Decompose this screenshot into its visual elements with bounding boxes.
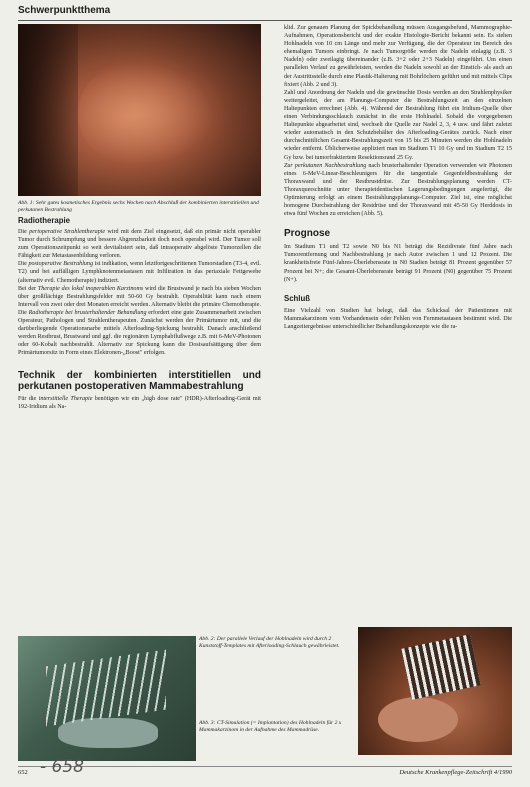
figure-3-caption: Abb. 3: CT-Simulation (= Implantation) des Hohlnadeln für 2 x Mammakarzinom in der Aufnahme des Mammadrüse. xyxy=(199,720,342,733)
page-number: 652 xyxy=(18,769,28,776)
header-bar xyxy=(18,6,512,21)
paragraph: Zahl und Anordnung der Nadeln und die gewünschte Dosis werden an den Strahlenphysiker weitergeleitet, der am Planungs-Computer die Bestrahlungszeit an den einzelnen Haltepunkten errechnet (Abb. 4). Während der Bestrahlung führt ein Iridium-Quelle über einen Verbindungsschlauch zunächst in die erste Hohlnadel. Sobald die vorgegebenen Haltepunkte abgearbeitet sind, wechselt die Quelle zur Nadel 2, 3, 4 usw. und fährt zuletzt wieder automatisch in den Schutzbehälter des Afterloading-Gerätes zurück. Nach einer durchschnittlichen Gesamt-Bestrahlungszeit von 15 bis 25 Minuten werden die Hohlnadeln wieder entfernt. Üblicherweise appliziert man im Stadium T1 10 Gy und im Stadium T2 15 Gy bzw. bei tumorfraktiertem Resektionsrand 25 Gy. xyxy=(284,89,512,161)
figure-1-photo xyxy=(18,24,261,196)
footer-rule xyxy=(18,766,512,767)
figure-1-caption: Abb. 1: Sehr gutes kosmetisches Ergebnis sechs Wochen nach Abschluß der kombinierten interstitiellen und perkutanen Bestrahlung xyxy=(18,200,259,213)
paragraph: Die postoperative Bestrahlung ist indikation, wenn letztfortgeschrittenen Tumorstadien (T3-4, evtl. T2) und bei auffälligen Lymphknotenmetastasen mit Infiltration in das periaxiale Fettgewebe (alternativ evtl. Chemotherapie) indiziert. xyxy=(18,261,261,284)
heading-prognose: Prognose xyxy=(284,228,331,240)
paragraph: Die Radiotherapie bei brusterhaltender Behandlung erfordert eine gute Zusammenarbeit zwischen Operateur, Pathologen und Strahlentherapeuten. Zunächst werden der Primärtumor mit, und die darüberliegende Operationsnarbe mittels Afterloading-Spickung bestrahlt. Danach anschließend werden Restbrust, Brustwand und ggf. die regionären Lymphabflußwege z.B. mit 6-MeV-Photonen oder 60-Kobalt nachbestrahlt. Alternativ zur Spickung kann die Dosisaufsättigung über dem Primärtumorsitz in Form eines Elektronen-„Boost" erfolgen. xyxy=(18,309,261,357)
paragraph: klid. Zur genauen Planung der Spickbehandlung müssen Ausgangsbefund, Mammographie-Aufnahmen, Operationsbericht und der exakte Histologie-Bericht bekannt sein. Es stehen Hohlnadeln von 10 cm Länge und mehr zur Verfügung, die der Operateur im Bereich des ehemaligen Tumors einbringt. Je nach Tumorgröße werden die Nadeln einlagig (z.B. 3 Nadeln) oder zweilagig übereinander (z.B. 3+2 oder 2+3 Nadeln) eingeführt. Um einen parallelen Verlauf zu gewährleisten, werden die Nadeln sowohl an der Einstich- als auch an der Austrittsstelle durch eine Plastik-Halterung mit Bohrlöchern geführt und mit mittels Clips fixiert (Abb. 2 und 3). xyxy=(284,25,512,88)
handwritten-note: - 658 xyxy=(40,757,84,777)
right-column xyxy=(284,24,512,331)
section-title: Schwerpunktthema xyxy=(18,5,111,16)
paragraph: Für die interstitielle Therapie benötigen wir ein „high dose rate" (HDR)-Afterloading-Gerät mit 192-Iridium als Na- xyxy=(18,395,261,410)
paragraph: Die perioperative Strahlentherapie wird mit dem Ziel eingesetzt, daß ein primär nicht operabler Tumor durch Schrumpfung und bessere Abgrenzbarkeit doch noch operabel wird. Der Tumor soll zum Operationszeitpunkt so weit devitalisiert sein, daß intraoperativ abgelöste Tumorzellen die Fähigkeit zur Metastasenbildung verloren. xyxy=(18,229,261,260)
figure-2-caption: Abb. 2: Der parallele Verlauf der Hohlnadeln wird durch 2 Kunststoff-Templates mit Afterloading-Schlauch gewährleistet. xyxy=(199,636,340,649)
paragraph: Eine Vielzahl von Studien hat belegt, daß das Schicksal der Patientinnen mit Mammakarzinom vom Vorhandensein oder Fehlen von Fernmetastasen bestimmt wird. Die Langzeitergebnisse unterschiedlicher Behandlungskonzepte wie die ra- xyxy=(284,307,512,330)
paragraph: Zur perkutanen Nachbestrahlung nach brusterhaltender Operation verwenden wir Photonen eines 6-MeV-Linear-Beschleunigers für die tangentiale Gegenfeldbestrahlung der Thoraxwand und der Restbrustdrüse. Zur Bestrahlungsplanung werden CT-Thoraxquerschnitte unter therapieidentischen Lagerungsbedingungen angefertigt, die Optimierung erfolgt an einem Bestrahlungsplanungs-Computer. Ziel ist, eine möglichst homogene Durchstrahlung der Restdrüse und der Thoraxwand mit 45-50 Gy Herddosis in etwa fünf Wochen zu erreichen (Abb. 5). xyxy=(284,162,512,218)
heading-radiotherapie: Radiotherapie xyxy=(18,216,70,225)
figure-2-photo xyxy=(18,636,196,761)
figure-3-photo xyxy=(358,627,512,755)
heading-schluss: Schluß xyxy=(284,293,310,303)
heading-technik: Technik der kombinierten interstitiellen und perkutanen postoperativen Mammabestrahlung xyxy=(18,369,261,392)
journal-name: Deutsche Krankenpflege-Zeitschrift 4/1990 xyxy=(399,769,512,776)
paragraph: Bei der Therapie des lokal inoperablen Karzinoms wird die Brustwand je nach bis sieben Wochen über großflächige Bestrahlungsfelder mit 50-60 Gy bestrahlt. Operabilität kann nach einem Intervall von zwei oder drei Monaten erreicht werden. Alternativ bleibt die primäre Chemotherapie. xyxy=(18,285,261,308)
left-column xyxy=(18,216,261,411)
paragraph: Im Stadium T1 und T2 sowie N0 bis N1 beträgt die Rezidivrate fünf Jahre nach Tumorentfernung und Nachbestrahlung je nach Autor zwischen 1 und 12 Prozent. Die krankheitsfreie Fünf-Jahres-Überlebensrate in N0 Stadien beträgt 81 Prozent gegenüber 57 Prozent bei N+; die Gesamt-Überlebensrate beträgt 91 Prozent (N0) gegenüber 75 Prozent (N+). xyxy=(284,244,512,283)
